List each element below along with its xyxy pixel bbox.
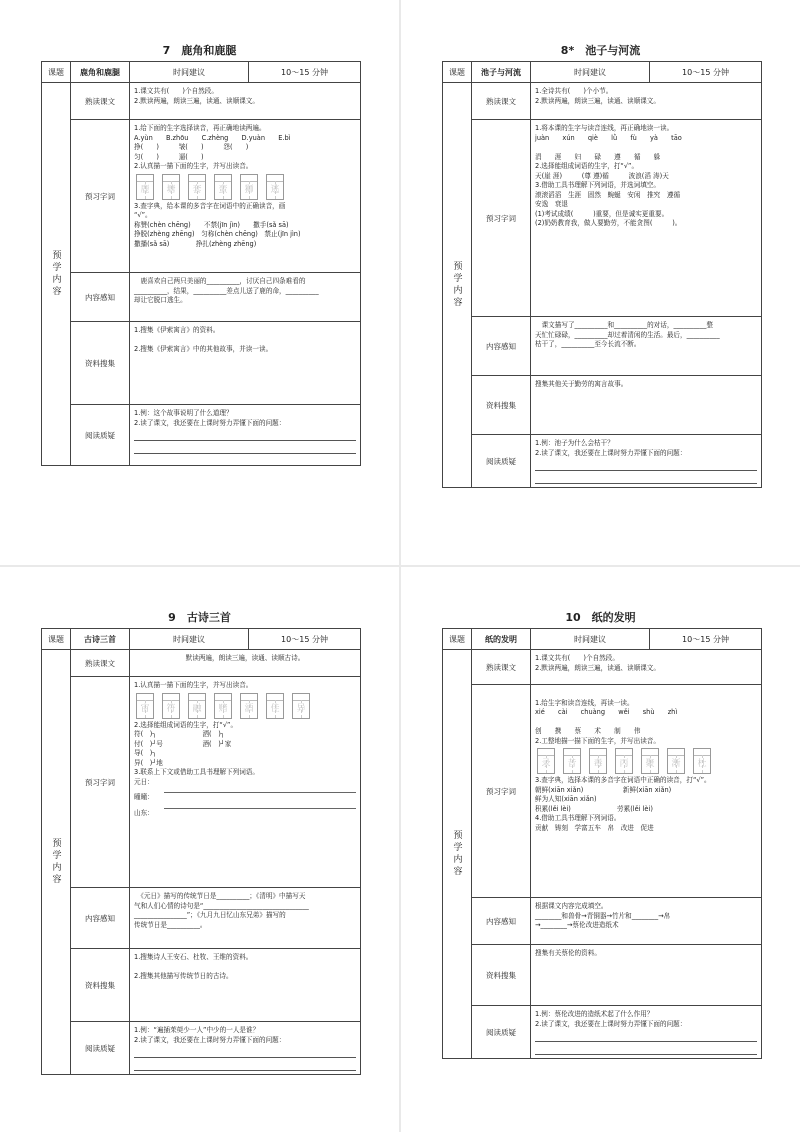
section-content (130, 322, 360, 404)
section-content (130, 120, 360, 272)
content-line: xié cài chuàng wěi shù zhì (535, 708, 678, 717)
content-line: 气和人们心情的诗句是“________________________________ (134, 901, 309, 910)
worksheet-table (41, 61, 361, 466)
content-line: 2.读了课文，我还要在上课时努力弄懂下面的问题： (134, 1035, 286, 1044)
worksheet-page (0, 567, 399, 1132)
section-content (130, 888, 360, 948)
section-row (472, 945, 761, 1006)
answer-blank-line[interactable] (535, 461, 757, 471)
content-line: 贡献 铸刻 学富五车 帛 改进 促进 (535, 824, 654, 833)
content-line: 山东： (134, 808, 154, 817)
page-title: 8* 池子与河流 (560, 44, 641, 57)
trace-char: 蛮 (218, 184, 228, 195)
page-title: 7 鹿角和鹿腿 (162, 44, 237, 57)
trace-char: 酒 (244, 703, 254, 714)
section-rows (71, 83, 360, 465)
content-line: 安逸 衰退 (535, 200, 568, 209)
content-line: 《元日》描写的传统节日是__________；《清明》中描写天 (134, 892, 306, 900)
section-content (531, 83, 761, 119)
tracing-cell[interactable] (563, 748, 581, 774)
section-row (472, 317, 761, 376)
content-line: ________和兽骨→青铜器→竹片和________→帛 (535, 911, 671, 920)
content-line: “√”。 (134, 211, 152, 220)
content-line (134, 336, 356, 346)
content-line: 2.默读两遍，朗读三遍，读通、读顺课文。 (134, 96, 259, 105)
content-line: 却让它脱口逃生。 (134, 296, 187, 305)
section-content (130, 405, 360, 465)
section-row (472, 650, 761, 685)
section-label: 阅读质疑 (71, 1022, 130, 1074)
worksheet-table (41, 628, 361, 1075)
content-line: 1.例：“遍插茱萸少一人”中少的一人是谁？ (134, 1026, 260, 1034)
answer-blank-line[interactable] (535, 474, 757, 484)
section-content (130, 1022, 360, 1074)
content-line: 3.借助工具书理解下列词语，并选词填空。 (535, 181, 660, 190)
trace-char: 录 (541, 759, 551, 770)
section-rows (472, 650, 761, 1058)
trace-char: 塘 (166, 184, 176, 195)
lesson-name: 池子与河流 (472, 62, 531, 82)
section-label: 熟读课文 (71, 650, 130, 676)
tracing-cell[interactable] (693, 748, 711, 774)
content-line (134, 963, 356, 973)
content-line: 付( )┘号 酒( )┘家 (134, 739, 232, 748)
content-line: 曈曈： (134, 793, 154, 802)
content-line: 1.给生字和读音连线，再读一读。 (535, 698, 634, 707)
section-content (130, 650, 360, 676)
tracing-cell[interactable] (214, 693, 232, 719)
section-label: 内容感知 (472, 317, 531, 375)
content-line: 3.查字典，选择本课的多音字在词语中正确的读音，打“√”。 (535, 776, 711, 785)
section-content (531, 317, 761, 375)
section-label: 预习字词 (472, 120, 531, 316)
content-line: 1.认真描一描下面的生字，并写出读音。 (134, 681, 253, 689)
lesson-name: 鹿角和鹿腿 (71, 62, 130, 82)
worksheet-body (443, 650, 761, 1058)
trace-char: 符 (166, 703, 176, 714)
content-line: 1.课文共有( )个自然段。 (535, 654, 619, 662)
page-title: 10 纸的发明 (565, 611, 636, 624)
section-row (71, 120, 360, 273)
tracing-cell[interactable] (188, 174, 206, 200)
tracing-cell[interactable] (266, 174, 284, 200)
lesson-label: 课题 (42, 629, 71, 649)
section-label: 内容感知 (472, 898, 531, 944)
lesson-name: 纸的发明 (472, 629, 531, 649)
content-line: 创 携 蔡 术 制 伟 (535, 727, 641, 736)
time-label: 时间建议 (130, 629, 249, 649)
content-line: 传统节日是__________。 (134, 920, 207, 929)
section-row (472, 83, 761, 120)
section-row (472, 1006, 761, 1058)
trace-char: 杜 (697, 759, 707, 770)
section-row (71, 405, 360, 465)
content-line: 匀( ) 逼( ) (134, 152, 204, 161)
content-line: 2.读了课文，我还要在上课时努力弄懂下面的问题： (535, 1019, 687, 1028)
trace-char: 渐 (671, 759, 681, 770)
time-value: 10～15 分钟 (682, 67, 729, 77)
section-label: 内容感知 (71, 888, 130, 948)
content-line: 2.读了课文，我还要在上课时努力弄懂下面的问题： (134, 418, 286, 427)
content-line: 异( )┘地 (134, 758, 163, 767)
content-line (535, 718, 757, 728)
time-label: 时间建议 (531, 62, 650, 82)
content-line: 天(崖 涯) (尊 遵)循 波浪(滔 涛)天 (535, 171, 669, 180)
lesson-label: 课题 (443, 629, 472, 649)
tracing-cell[interactable] (136, 693, 154, 719)
content-line: 4.借助工具书理解下列词语。 (535, 814, 621, 823)
side-label: 预学内容 (42, 83, 71, 465)
section-content (130, 677, 360, 887)
section-row (472, 376, 761, 435)
content-line: 搜集其他关于勤劳的寓言故事。 (535, 380, 628, 388)
header-row (443, 629, 761, 650)
trace-char: 鹿 (140, 184, 150, 195)
content-line: 导( )┐ (134, 749, 157, 758)
content-line: 1.例：蔡伦改进的造纸术起了什么作用？ (535, 1010, 654, 1018)
content-line: 2.认真描一描下面的生字，并写出读音。 (134, 162, 253, 171)
section-label: 预习字词 (71, 120, 130, 272)
content-line: 2.默读两遍，朗读三遍，读通、读顺课文。 (535, 663, 660, 672)
tracing-grid (136, 174, 356, 200)
content-line: 2.默读两遍，朗读三遍，读通、读顺课文。 (535, 96, 660, 105)
section-label: 资料搜集 (71, 322, 130, 404)
content-line (535, 689, 757, 699)
trace-char: 毒 (593, 759, 603, 770)
content-line: 1.搜集《伊索寓言》的资料。 (134, 326, 220, 334)
section-row (71, 322, 360, 405)
content-line: 称赞(chèn chēng) 不禁(jīn jìn) 撒手(sǎ sā) (134, 220, 289, 229)
content-line: 符( )┐ 洒( )┐ (134, 730, 225, 739)
content-line: 挣( ) 皱( ) 怨( ) (134, 143, 249, 152)
content-line: 2.搜集其他描写传统节日的古诗。 (134, 972, 233, 981)
section-row (71, 677, 360, 888)
time-value: 10～15 分钟 (281, 634, 328, 644)
content-line: 2.选择能组成词语的生字，打“√”。 (535, 162, 639, 171)
section-row (472, 120, 761, 317)
section-row (71, 650, 360, 677)
tracing-cell[interactable] (292, 693, 310, 719)
content-line: __________，结果，__________差点儿送了鹿的命，__________ (134, 286, 319, 295)
tracing-cell[interactable] (641, 748, 659, 774)
section-label: 内容感知 (71, 273, 130, 321)
content-line: 3.联系上下文或借助工具书理解下列词语。 (134, 768, 259, 777)
answer-blank-line[interactable] (134, 1048, 356, 1058)
content-line: 2.选择能组成词语的生字，打“√”。 (134, 720, 238, 729)
trace-char: 宙 (140, 703, 150, 714)
content-line (535, 143, 757, 153)
side-label: 预学内容 (42, 650, 71, 1074)
section-content (531, 1006, 761, 1058)
trace-char: 异 (296, 703, 306, 714)
tracing-cell[interactable] (136, 174, 154, 200)
section-label: 阅读质疑 (472, 1006, 531, 1058)
section-label: 预习字词 (71, 677, 130, 887)
content-line: 1.全诗共有( )个小节。 (535, 87, 613, 95)
tracing-cell[interactable] (162, 174, 180, 200)
trace-char: 狮 (244, 184, 254, 195)
content-line: 朝鲜(xiān xiǎn) 新鲜(xiān xiǎn) (535, 785, 672, 794)
section-content (531, 650, 761, 684)
content-line: 元日： (134, 777, 154, 786)
content-line: 鲜为人知(xiān xiǎn) (535, 795, 597, 804)
section-content (531, 120, 761, 316)
trace-char: 逃 (270, 184, 280, 195)
side-label: 预学内容 (443, 83, 472, 487)
section-content (531, 435, 761, 487)
header-row (443, 62, 761, 83)
tracing-cell[interactable] (589, 748, 607, 774)
worksheet-body (443, 83, 761, 487)
page-title: 9 古诗三首 (168, 611, 231, 624)
worksheet-page (401, 0, 800, 565)
content-line: (2)奶奶教育我，做人要勤劳，不能贪图( )。 (535, 219, 682, 228)
answer-blank-line[interactable] (134, 444, 356, 454)
section-rows (472, 83, 761, 487)
section-row (472, 435, 761, 487)
content-line: 课文描写了__________和__________的对话，__________整 (535, 321, 714, 329)
tracing-cell[interactable] (615, 748, 633, 774)
content-line: 根据课文内容完成填空。 (535, 902, 608, 910)
section-row (71, 949, 360, 1022)
section-row (71, 83, 360, 120)
section-label: 熟读课文 (472, 650, 531, 684)
content-line: 鹿喜欢自己两只美丽的__________，讨厌自己四条难看的 (134, 277, 306, 285)
worksheet-page (0, 0, 399, 565)
trace-char: 丙 (619, 759, 629, 770)
section-label: 阅读质疑 (71, 405, 130, 465)
worksheet-body (42, 83, 360, 465)
section-row (71, 888, 360, 949)
time-value: 10～15 分钟 (682, 634, 729, 644)
tracing-cell[interactable] (240, 693, 258, 719)
lesson-label: 课题 (443, 62, 472, 82)
answer-blank-line[interactable] (535, 1045, 757, 1055)
trace-char: 赌 (218, 703, 228, 714)
section-content (130, 83, 360, 119)
tracing-grid (136, 693, 356, 719)
section-label: 熟读课文 (472, 83, 531, 119)
section-row (472, 898, 761, 945)
content-line: 2.工整地描一描下面的生字，并写出读音。 (535, 736, 660, 745)
section-label: 熟读课文 (71, 83, 130, 119)
section-row (71, 273, 360, 322)
content-line: 3.查字典，给本课的多音字在词语中的正确读音，画 (134, 201, 286, 210)
content-line: 2.搜集《伊索寓言》中的其他故事，并读一读。 (134, 345, 273, 354)
content-line: 积累(lěi lèi) 劳累(lěi lèi) (535, 804, 653, 813)
section-label: 阅读质疑 (472, 435, 531, 487)
section-rows (71, 650, 360, 1074)
answer-blank-line[interactable] (134, 1061, 356, 1071)
worksheet-table (442, 61, 762, 488)
content-line: A.yùn B.zhōu C.zhèng D.yuàn E.bì (134, 133, 291, 142)
section-label: 资料搜集 (71, 949, 130, 1021)
content-line: 天忙忙碌碌，__________却过着清闲的生活。最后，__________ (535, 330, 720, 339)
content-line: 1.搜集诗人王安石、杜牧、王维的资料。 (134, 953, 253, 961)
tracing-grid (537, 748, 757, 774)
worksheet-table (442, 628, 762, 1059)
content-line: 滚滚滔滔 生涯 固然 蜿蜒 安闲 推究 遵循 (535, 190, 681, 199)
section-content (531, 376, 761, 434)
content-line: 2.读了课文，我还要在上课时努力弄懂下面的问题： (535, 448, 687, 457)
section-content (531, 945, 761, 1005)
section-content (130, 949, 360, 1021)
time-value: 10～15 分钟 (281, 67, 328, 77)
trace-char: 昔 (567, 759, 577, 770)
content-line: →________→蔡伦改进造纸术 (535, 921, 619, 930)
header-row (42, 62, 360, 83)
tracing-cell[interactable] (162, 693, 180, 719)
tracing-cell[interactable] (188, 693, 206, 719)
tracing-cell[interactable] (214, 174, 232, 200)
tracing-cell[interactable] (537, 748, 555, 774)
answer-blank-line[interactable] (535, 1032, 757, 1042)
content-line: 涓 涯 妇 碌 遵 循 躲 (535, 152, 661, 161)
content-line: 挣脱(zhèng zhēng) 匀称(chèn chēng) 禁止(jīn jìn) (134, 230, 301, 239)
content-line: 搜集有关蔡伦的资料。 (535, 949, 601, 957)
content-line: juàn xún qiè lǜ fù yà tāo (535, 133, 682, 142)
lesson-name: 古诗三首 (71, 629, 130, 649)
content-line: 1.例：这个故事说明了什么道理？ (134, 409, 233, 417)
side-label: 预学内容 (443, 650, 472, 1058)
trace-char: 佳 (270, 703, 280, 714)
content-line: ________________”；《九月九日忆山东兄弟》描写的 (134, 911, 286, 920)
section-label: 资料搜集 (472, 945, 531, 1005)
section-row (71, 1022, 360, 1074)
content-line: 1.课文共有( )个自然段。 (134, 87, 218, 95)
trace-char: 聚 (645, 759, 655, 770)
section-content (531, 685, 761, 897)
time-label: 时间建议 (531, 629, 650, 649)
time-label: 时间建议 (130, 62, 249, 82)
worksheet-page (401, 567, 800, 1132)
lesson-label: 课题 (42, 62, 71, 82)
tracing-cell[interactable] (266, 693, 284, 719)
content-line: 枯干了，__________至今长流不断。 (535, 340, 641, 349)
worksheet-body (42, 650, 360, 1074)
section-content (531, 898, 761, 944)
content-line: 1.给下面的生字选择读音，再正确地读两遍。 (134, 124, 266, 132)
section-row (472, 685, 761, 898)
trace-char: 融 (192, 703, 202, 714)
header-row (42, 629, 360, 650)
tracing-cell[interactable] (667, 748, 685, 774)
content-line: 默读两遍，朗读三遍，读通、读顺古诗。 (185, 654, 305, 662)
content-line: 1.将本课的生字与读音连线，再正确地读一读。 (535, 124, 674, 132)
answer-blank-line[interactable] (134, 431, 356, 441)
content-line: (1)考试成绩( )重要，但是诚实更重要。 (535, 209, 669, 218)
content-line: 撒播(sǎ sā) 挣扎(zhèng zhēng) (134, 239, 257, 248)
section-label: 资料搜集 (472, 376, 531, 434)
section-label: 预习字词 (472, 685, 531, 897)
tracing-cell[interactable] (240, 174, 258, 200)
trace-char: 套 (192, 184, 202, 195)
section-content (130, 273, 360, 321)
content-line: 1.例：池子为什么会枯干？ (535, 439, 614, 447)
